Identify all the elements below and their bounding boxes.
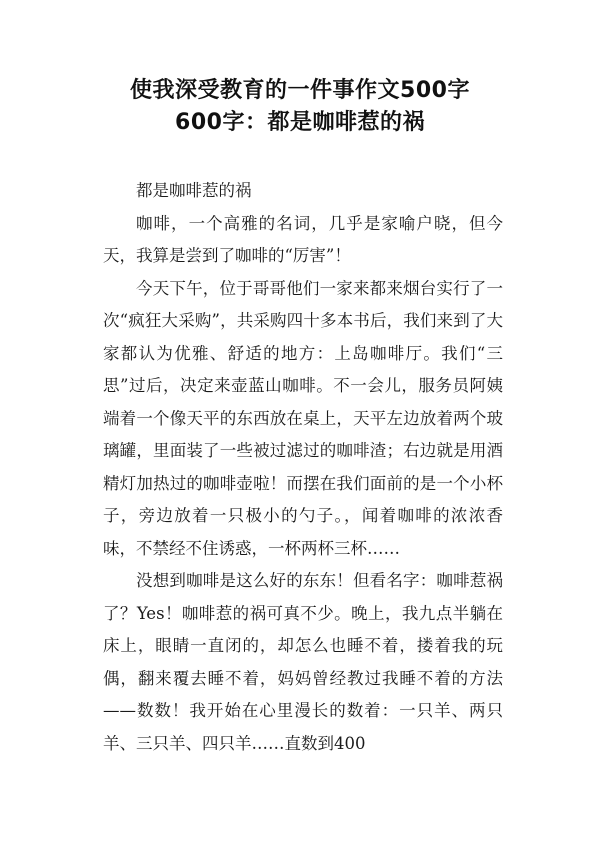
paragraph-subtitle: 都是咖啡惹的祸 bbox=[136, 181, 252, 200]
document-title-line-2: 600字：都是咖啡惹的祸 bbox=[175, 110, 425, 135]
document-body bbox=[103, 175, 503, 760]
paragraph-afternoon: 今天下午，位于哥哥他们一家来都来烟台实行了一次“疯狂大采购”，共采购四十多本书后，我们来到了大家都认为优雅、舒适的地方：上岛咖啡厅。我们“三思”过后，决定来壶蓝山咖啡。不一会儿，服务员阿姨端着一个像天平的东西放在桌上，天平左边放着两个玻璃罐，里面装了一些被过滤过的咖啡渣；右边就是用酒精灯加热过的咖啡壶啦！而摆在我们面前的是一个小杯子，旁边放着一只极小的勺子。，闻着咖啡的浓浓香味，不禁经不住诱惑，一杯两杯三杯…… bbox=[103, 278, 503, 558]
document-title-line-1: 使我深受教育的一件事作文500字 bbox=[130, 78, 470, 103]
paragraph-intro: 咖啡，一个高雅的名词，几乎是家喻户晓，但今天，我算是尝到了咖啡的“厉害”！ bbox=[103, 213, 503, 265]
paragraph-night: 没想到咖啡是这么好的东东！但看名字：咖啡惹祸了？Yes！咖啡惹的祸可真不少。晚上，我九点半躺在床上，眼睛一直闭的，却怎么也睡不着，搂着我的玩偶，翻来覆去睡不着，妈妈曾经教过我睡不着的方法——数数！我开始在心里漫长的数着：一只羊、两只羊、三只羊、四只羊……直数到400 bbox=[103, 571, 503, 753]
